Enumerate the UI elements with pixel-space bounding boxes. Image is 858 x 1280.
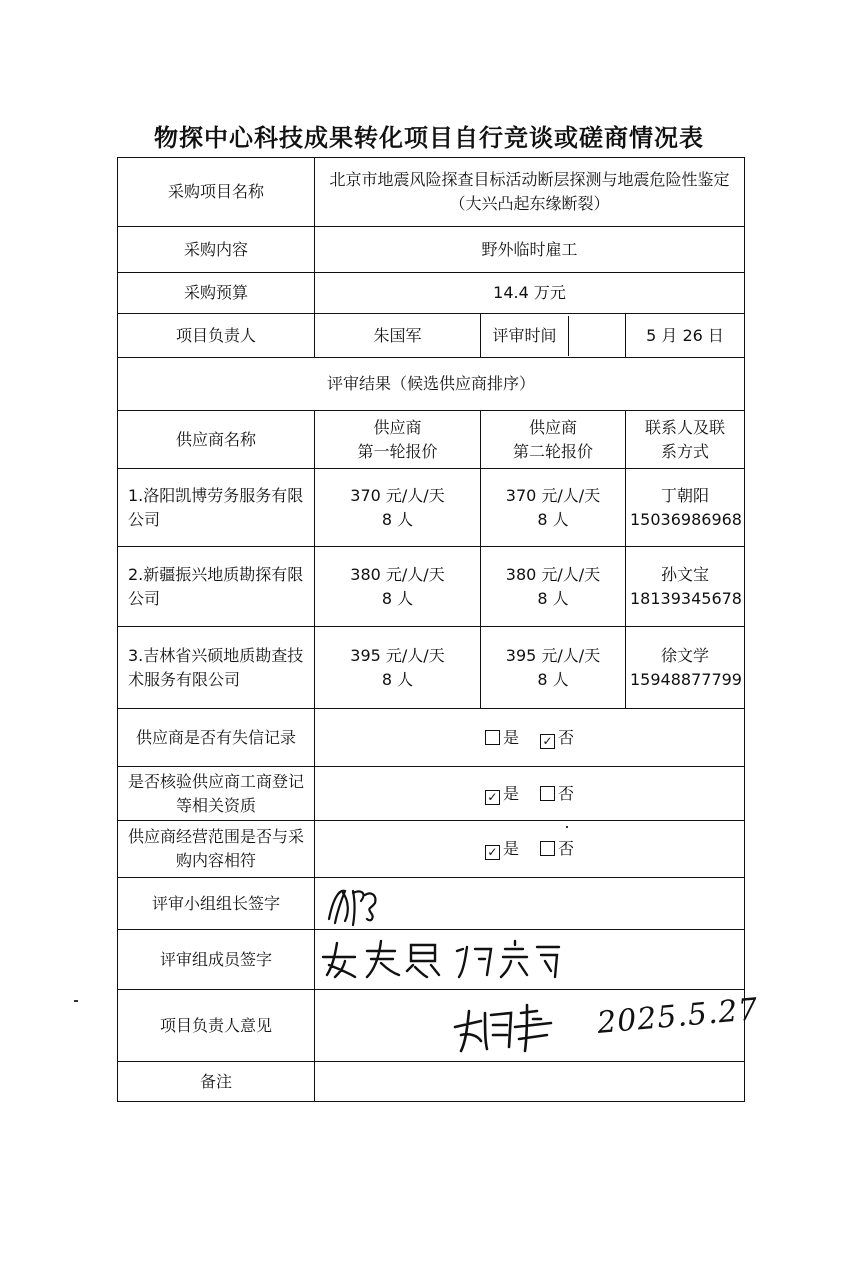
supplier-row: [118, 469, 745, 547]
check-row-credit: [118, 709, 745, 767]
checkbox-no[interactable]: [540, 841, 555, 856]
contact-header: [626, 411, 745, 469]
round2-price: 380 元/人/天: [505, 564, 601, 584]
supplier-round2: [481, 547, 626, 627]
supplier-round1: [315, 627, 481, 709]
supplier-name: 1.洛阳凯博劳务服务有限公司: [118, 469, 315, 547]
round2-header: [481, 411, 626, 469]
round2-price: 370 元/人/天: [505, 485, 601, 505]
content-row: [118, 227, 745, 273]
option-no-label: 否: [558, 839, 575, 858]
contact-header-line1: 联系人及联: [644, 417, 725, 437]
project-name-label: 采购项目名称: [118, 158, 315, 227]
round2-count: 8 人: [537, 669, 569, 689]
members-signature-image: [315, 931, 742, 989]
project-name-value: 北京市地震风险探查目标活动断层探测与地震危险性鉴定（大兴凸起东缘断裂）: [315, 158, 745, 227]
manager-label: 项目负责人: [118, 314, 315, 358]
review-time-value: 5 月 26 日: [626, 314, 745, 358]
contact-phone: 15036986968: [630, 509, 742, 529]
leader-signature-cell: [315, 878, 745, 930]
round1-price: 380 元/人/天: [350, 564, 445, 584]
round2-header-line2: 第二轮报价: [512, 441, 593, 461]
supplier-contact: [626, 547, 745, 627]
supplier-name: 3.吉林省兴硕地质勘查技术服务有限公司: [118, 627, 315, 709]
supplier-round1: [315, 547, 481, 627]
results-header-row: [118, 358, 745, 411]
contact-phone: 15948877799: [630, 669, 742, 689]
round1-count: 8 人: [381, 669, 414, 689]
check-license-options: [315, 767, 745, 821]
check-credit-options: [315, 709, 745, 767]
procurement-form-table: [117, 157, 760, 1102]
supplier-name-header: 供应商名称: [118, 411, 315, 469]
round1-price: 395 元/人/天: [350, 645, 445, 665]
check-license-label: 是否核验供应商工商登记等相关资质: [118, 767, 315, 821]
supplier-row: [118, 627, 745, 709]
members-signature-cell: [315, 930, 745, 990]
contact-name: 徐文学: [660, 645, 709, 665]
round1-header-line1: 供应商: [373, 417, 422, 437]
round2-header-line1: 供应商: [528, 417, 577, 437]
round2-count: 8 人: [537, 588, 569, 608]
round1-count: 8 人: [381, 588, 414, 608]
supplier-contact: [626, 627, 745, 709]
manager-row: [118, 314, 745, 358]
budget-row: [118, 273, 745, 314]
round1-header: [315, 411, 481, 469]
round1-price: 370 元/人/天: [350, 485, 445, 505]
manager-value-cell: [315, 314, 481, 358]
checkbox-no[interactable]: [540, 786, 555, 801]
content-label: 采购内容: [118, 227, 315, 273]
leader-signature-row: [118, 878, 745, 930]
page-title: 物探中心科技成果转化项目自行竞谈或磋商情况表: [154, 124, 704, 152]
supplier-contact: [626, 469, 745, 547]
opinion-label: 项目负责人意见: [118, 990, 315, 1062]
contact-header-line2: 系方式: [660, 441, 709, 461]
contact-name: 孙文宝: [660, 564, 709, 584]
opinion-date: 2025.5.27: [595, 991, 760, 1041]
leader-signature-image: [315, 879, 742, 929]
project-name-row: [118, 158, 745, 227]
contact-name: 丁朝阳: [660, 485, 709, 505]
check-scope-options: [315, 821, 745, 878]
check-credit-label: 供应商是否有失信记录: [118, 709, 315, 767]
supplier-header-row: [118, 411, 745, 469]
supplier-round2: [481, 469, 626, 547]
members-signature-label: 评审组成员签字: [118, 930, 315, 990]
check-row-license: [118, 767, 745, 821]
option-yes-label: 是: [502, 839, 519, 858]
scan-speck: [566, 826, 568, 828]
supplier-round1: [315, 469, 481, 547]
checkbox-yes[interactable]: [485, 730, 500, 745]
round2-price: 395 元/人/天: [505, 645, 601, 665]
review-time-label: 评审时间: [481, 316, 569, 356]
checkbox-yes[interactable]: ✓: [485, 790, 500, 805]
opinion-cell: [315, 990, 760, 1062]
supplier-row: [118, 547, 745, 627]
option-no-label: 否: [558, 783, 575, 803]
round2-count: 8 人: [537, 509, 569, 529]
remarks-row: [118, 1062, 745, 1102]
contact-phone: 18139345678: [630, 588, 742, 608]
supplier-name: 2.新疆振兴地质勘探有限公司: [118, 547, 315, 627]
round1-count: 8 人: [381, 509, 414, 529]
remarks-label: 备注: [118, 1062, 315, 1102]
remarks-value[interactable]: [315, 1062, 745, 1102]
option-yes-label: 是: [502, 727, 519, 747]
members-signature-row: [118, 930, 745, 990]
budget-value: 14.4 万元: [315, 273, 745, 314]
checkbox-yes[interactable]: ✓: [485, 845, 500, 860]
checkbox-no[interactable]: ✓: [540, 734, 555, 749]
check-scope-label: 供应商经营范围是否与采购内容相符: [118, 821, 315, 878]
check-row-scope: [118, 821, 745, 878]
review-time-cell: [481, 314, 626, 358]
option-yes-label: 是: [502, 783, 519, 803]
budget-label: 采购预算: [118, 273, 315, 314]
opinion-row: [118, 990, 745, 1062]
content-value: 野外临时雇工: [315, 227, 745, 273]
scan-speck: [74, 1000, 78, 1002]
manager-value: 朱国军: [373, 325, 422, 345]
round1-header-line2: 第一轮报价: [357, 441, 438, 461]
leader-signature-label: 评审小组组长签字: [118, 878, 315, 930]
supplier-round2: [481, 627, 626, 709]
results-header: 评审结果（候选供应商排序）: [118, 358, 745, 411]
option-no-label: 否: [558, 727, 575, 747]
